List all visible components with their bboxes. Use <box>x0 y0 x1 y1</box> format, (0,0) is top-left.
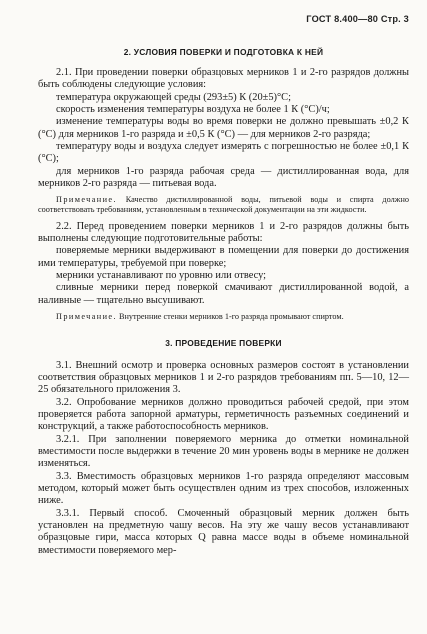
note-1-label: Примечание. <box>56 195 117 205</box>
paragraph-3-2: 3.2. Опробование мерников должно проводиться рабочей средой, при этом проверяется работа запорной арматуры, герметичность разъемных соединений и конструкций, а также работоспособность мерников. <box>38 396 409 433</box>
paragraph-2-2: 2.2. Перед проведением поверки мерников 1 и 2-го разрядов должны быть выполнены следующие подготовительные работы: <box>38 220 409 244</box>
note-2-text: Внутренние стенки мерников 1-го разряда промывают спиртом. <box>116 312 344 322</box>
paragraph-3-2-1: 3.2.1. При заполнении поверяемого мерника до отметки номинальной вместимости после выдержки в течение 20 мин уровень воды в мернике не должен изменяться. <box>38 433 409 470</box>
note-2 <box>38 312 409 322</box>
condition-ambient-temperature: температура окружающей среды (293±5) К (20±5)°С; <box>56 91 291 103</box>
prep-level-install: мерники устанавливают по уровню или отвесу; <box>56 270 267 281</box>
condition-working-medium: для мерников 1-го разряда рабочая среда — дистиллированная вода, для мерников 2-го разряда — питьевая вода. <box>38 165 409 190</box>
condition-measurement-accuracy: температуру воды и воздуха следует измерять с погрешностью не более ±0,1 К (°С); <box>38 141 409 165</box>
note-2-label: Примечание. <box>56 312 117 322</box>
prep-hold-in-room: поверяемые мерники выдерживают в помещении для поверки до достижения ими температуры, требуемой при поверке; <box>38 245 409 269</box>
section-2-heading: 2. УСЛОВИЯ ПОВЕРКИ И ПОДГОТОВКА К НЕЙ <box>123 47 324 57</box>
paragraph-3-1: 3.1. Внешний осмотр и проверка основных размеров состоят в установлении соответствия образцовых мерников 1 и 2-го разрядов требованиям пп. 5—10, 12—25 обязательного приложения 3. <box>38 359 409 396</box>
page-header: ГОСТ 8.400—80 Стр. 3 <box>306 14 409 24</box>
paragraph-3-3-1: 3.3.1. Первый способ. Смоченный образцовый мерник должен быть установлен на предметную чашу весов. На эту же чашу весов устанавливают образцовые гири, масса которых Q равна массе воды в объеме номинальной вместимости поверяемого мер- <box>38 507 409 556</box>
note-1 <box>38 195 409 214</box>
note-1-text: Качество дистиллированной воды, питьевой воды и спирта должно соответствовать требованиям, установленным в технической документации на эти жидкости. <box>38 195 409 215</box>
paragraph-2-1: 2.1. При проведении поверки образцовых мерников 1 и 2-го разрядов должны быть соблюдены следующие условия: <box>38 67 409 91</box>
section-3-heading: 3. ПРОВЕДЕНИЕ ПОВЕРКИ <box>165 337 282 348</box>
condition-temperature-rate: скорость изменения температуры воздуха не более 1 К (°С)/ч; <box>56 104 330 116</box>
prep-wetting-drying: сливные мерники перед поверкой смачивают дистиллированной водой, а наливные — тщательно высушивают. <box>38 282 409 306</box>
paragraph-3-3: 3.3. Вместимость образцовых мерников 1-го разряда определяют массовым методом, который может быть осуществлен одним из трех способов, изложенных ниже. <box>38 470 409 507</box>
condition-water-temperature-change: изменение температуры воды во время поверки не должно превышать ±0,2 К (°С) для мерников 1-го разряда и ±0,5 К (°С) — для мерников 2-го разряда; <box>38 116 409 140</box>
